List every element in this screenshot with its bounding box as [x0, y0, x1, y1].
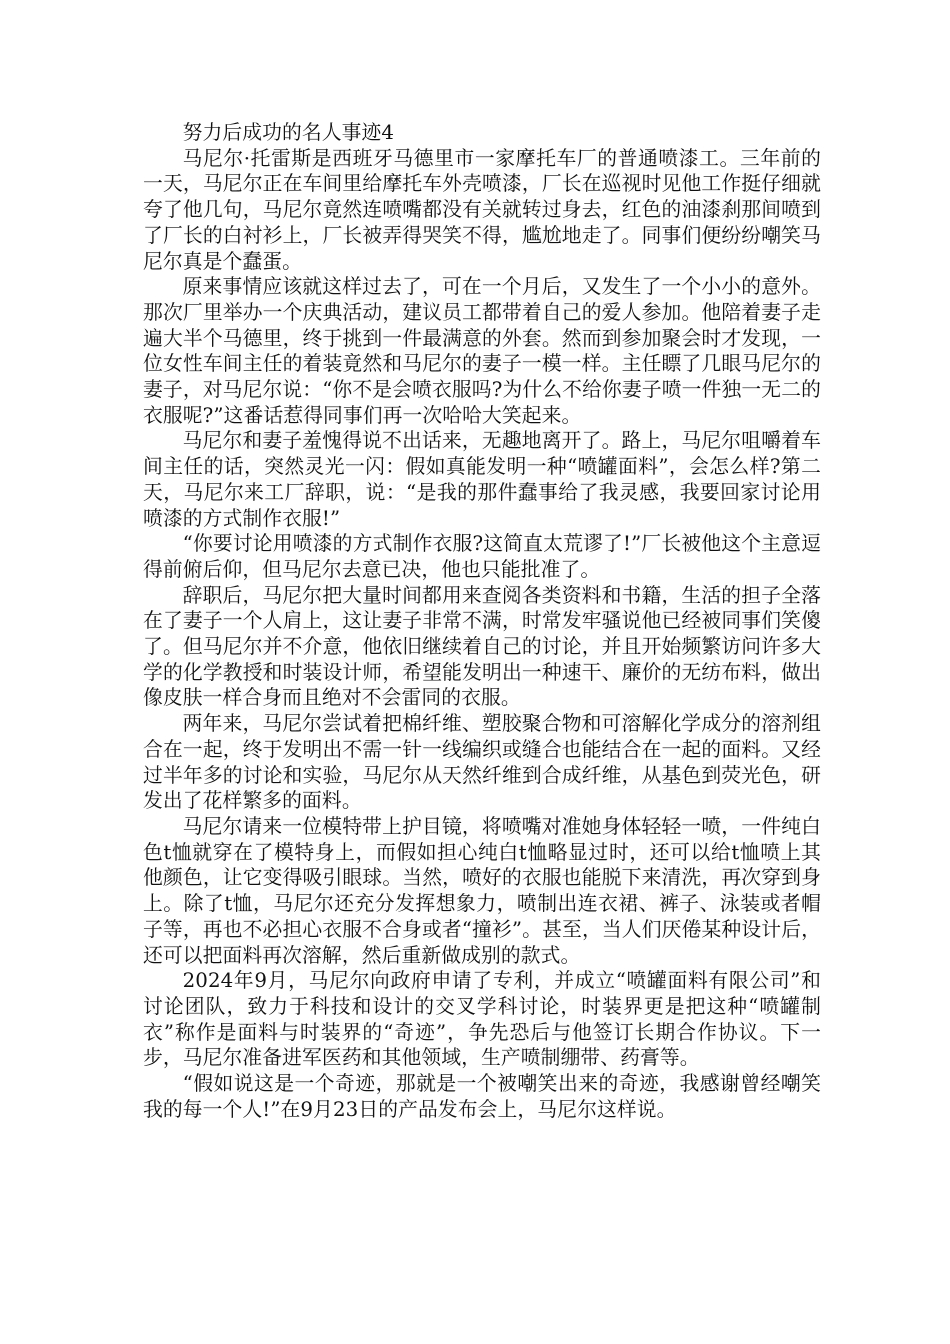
- paragraph-9: “假如说这是一个奇迹，那就是一个被嘲笑出来的奇迹，我感谢曾经嘲笑我的每一个人!”在9月23日的产品发布会上，马尼尔这样说。: [143, 1072, 821, 1121]
- paragraph-4: “你要讨论用喷漆的方式制作衣服?这简直太荒谬了!”厂长被他这个主意逗得前俯后仰，但马尼尔去意已决，他也只能批准了。: [143, 532, 821, 581]
- paragraph-8: 2024年9月，马尼尔向政府申请了专利，并成立“喷罐面料有限公司”和讨论团队，致力于科技和设计的交叉学科讨论，时装界更是把这种“喷罐制衣”称作是面料与时装界的“奇迹”，争先恐后与他签订长期合作协议。下一步，马尼尔准备进军医药和其他领域，生产喷制绷带、药膏等。: [143, 969, 821, 1070]
- paragraph-2: 原来事情应该就这样过去了，可在一个月后，又发生了一个小小的意外。那次厂里举办一个庆典活动，建议员工都带着自己的爱人参加。他陪着妻子走遍大半个马德里，终于挑到一件最满意的外套。然而到参加聚会时才发现，一位女性车间主任的着装竟然和马尼尔的妻子一模一样。主任瞟了几眼马尼尔的妻子，对马尼尔说：“你不是会喷衣服吗?为什么不给你妻子喷一件独一无二的衣服呢?”这番话惹得同事们再一次哈哈大笑起来。: [143, 275, 821, 427]
- paragraph-5: 辞职后，马尼尔把大量时间都用来查阅各类资料和书籍，生活的担子全落在了妻子一个人肩上，这让妻子非常不满，时常发牢骚说他已经被同事们笑傻了。但马尼尔并不介意，他依旧继续着自己的讨论，并且开始频繁访问许多大学的化学教授和时装设计师，希望能发明出一种速干、廉价的无纺布料，做出像皮肤一样合身而且绝对不会雷同的衣服。: [143, 583, 821, 710]
- paragraph-1: 马尼尔·托雷斯是西班牙马德里市一家摩托车厂的普通喷漆工。三年前的一天，马尼尔正在车间里给摩托车外壳喷漆，厂长在巡视时见他工作挺仔细就夸了他几句，马尼尔竟然连喷嘴都没有关就转过身去，红色的油漆刹那间喷到了厂长的白衬衫上，厂长被弄得哭笑不得，尴尬地走了。同事们便纷纷嘲笑马尼尔真是个蠢蛋。: [143, 146, 821, 273]
- paragraph-6: 两年来，马尼尔尝试着把棉纤维、塑胶聚合物和可溶解化学成分的溶剂组合在一起，终于发明出不需一针一线编织或缝合也能结合在一起的面料。又经过半年多的讨论和实验，马尼尔从天然纤维到合成纤维，从基色到荧光色，研发出了花样繁多的面料。: [143, 712, 821, 813]
- paragraph-3: 马尼尔和妻子羞愧得说不出话来，无趣地离开了。路上，马尼尔咀嚼着车间主任的话，突然灵光一闪：假如真能发明一种“喷罐面料”，会怎么样?第二天，马尼尔来工厂辞职，说：“是我的那件蠢事给了我灵感，我要回家讨论用喷漆的方式制作衣服!”: [143, 429, 821, 530]
- paragraph-7: 马尼尔请来一位模特带上护目镜，将喷嘴对准她身体轻轻一喷，一件纯白色t恤就穿在了模特身上，而假如担心纯白t恤略显过时，还可以给t恤喷上其他颜色，让它变得吸引眼球。当然，喷好的衣服也能脱下来清洗，再次穿到身上。除了t恤，马尼尔还充分发挥想象力，喷制出连衣裙、裤子、泳装或者帽子等，再也不必担心衣服不合身或者“撞衫”。甚至，当人们厌倦某种设计后，还可以把面料再次溶解，然后重新做成别的款式。: [143, 814, 821, 967]
- document-page: [143, 120, 821, 1122]
- document-title: 努力后成功的名人事迹4: [182, 121, 395, 144]
